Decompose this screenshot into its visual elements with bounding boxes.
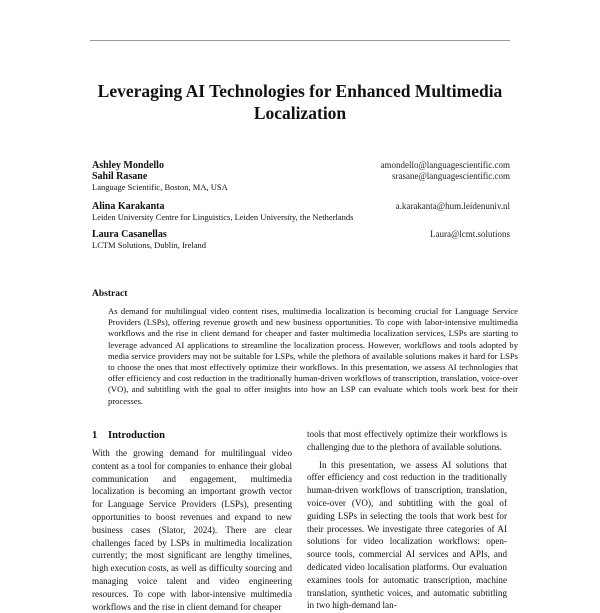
header-rule <box>90 40 510 41</box>
author-affiliation: Leiden University Centre for Linguistics, Leiden University, the Netherlands <box>92 212 354 222</box>
left-column <box>92 447 292 613</box>
abstract-text: As demand for multilingual video content rises, multimedia localization is becoming crucial for Language Service Providers (LSPs), offering revenue growth and new business opportunities. To cope with labor-intensive multimedia workflows and the rise in client demand for cheaper and faster multimedia localization services, LSPs are starting to leverage advanced AI applications to streamline the localization process. However, workflows and tools adopted by media service providers may not be suitable for LSPs, while the plethora of available solutions makes it hard for LSPs to choose the ones that most effectively optimize their workflows. In this presentation, we assess AI technologies that offer efficiency and cost reduction in the traditionally human-driven workflows of transcription, translation, voice-over (VO), and subtitling with the goal to offer insights into how an LSP can evaluate which tools work best for their processes. <box>108 306 518 406</box>
author-affiliation: LCTM Solutions, Dublin, Ireland <box>92 240 207 250</box>
body-paragraph: In this presentation, we assess AI solutions that offer efficiency and cost reduction in the traditionally human-driven workflows of transcription, translation, voice-over (VO), and subtitling with the goal of guiding LSPs in selecting the tools that work best for their processes. We investigate three categories of AI solutions for video localization workflows: open-source tools, commercial AI services and APIs, and dedicated video localisation platforms. Our evaluation examines tools for automatic transcription, machine translation, synthetic voices, and automatic subtitling in two high-demand lan- <box>307 459 507 611</box>
author-group-1 <box>92 160 510 193</box>
author-affiliation: Language Scientific, Boston, MA, USA <box>92 182 228 192</box>
author-name: Laura Casanellas <box>92 229 167 240</box>
author-group-3 <box>92 229 510 251</box>
right-column <box>307 428 507 612</box>
author-email: srasane@languagescientific.com <box>392 171 510 181</box>
author-group-2 <box>92 201 510 223</box>
body-paragraph: With the growing demand for multilingual video content as a tool for companies to enhance their global communication and engagement, multimedia localization is becoming an important growth vector for Language Service Providers (LSPs), presenting opportunities to boost revenues and expand to new business cases (Slator, 2024). There are clear challenges faced by LSPs in multimedia localization currently; the most significant are lengthy timelines, high execution costs, as well as difficulty sourcing and managing voice talent and video engineering resources. To cope with labor-intensive multimedia workflows and the rise in client demand for cheaper <box>92 448 292 612</box>
author-email: amondello@languagescientific.com <box>380 160 510 170</box>
author-name: Ashley Mondello <box>92 160 164 171</box>
section-heading <box>92 430 165 441</box>
paper-title: Leveraging AI Technologies for Enhanced Multimedia Localization <box>97 81 503 123</box>
author-name: Sahil Rasane <box>92 171 148 182</box>
section-title: Introduction <box>108 430 165 441</box>
abstract-heading: Abstract <box>92 289 128 299</box>
author-name: Alina Karakanta <box>92 201 165 212</box>
author-email: a.karakanta@hum.leidenuniv.nl <box>395 201 510 211</box>
section-number: 1 <box>92 430 98 441</box>
author-email: Laura@lcmt.solutions <box>429 229 510 239</box>
body-paragraph: tools that most effectively optimize their workflows is challenging due to the plethora of available solutions. <box>307 429 507 452</box>
